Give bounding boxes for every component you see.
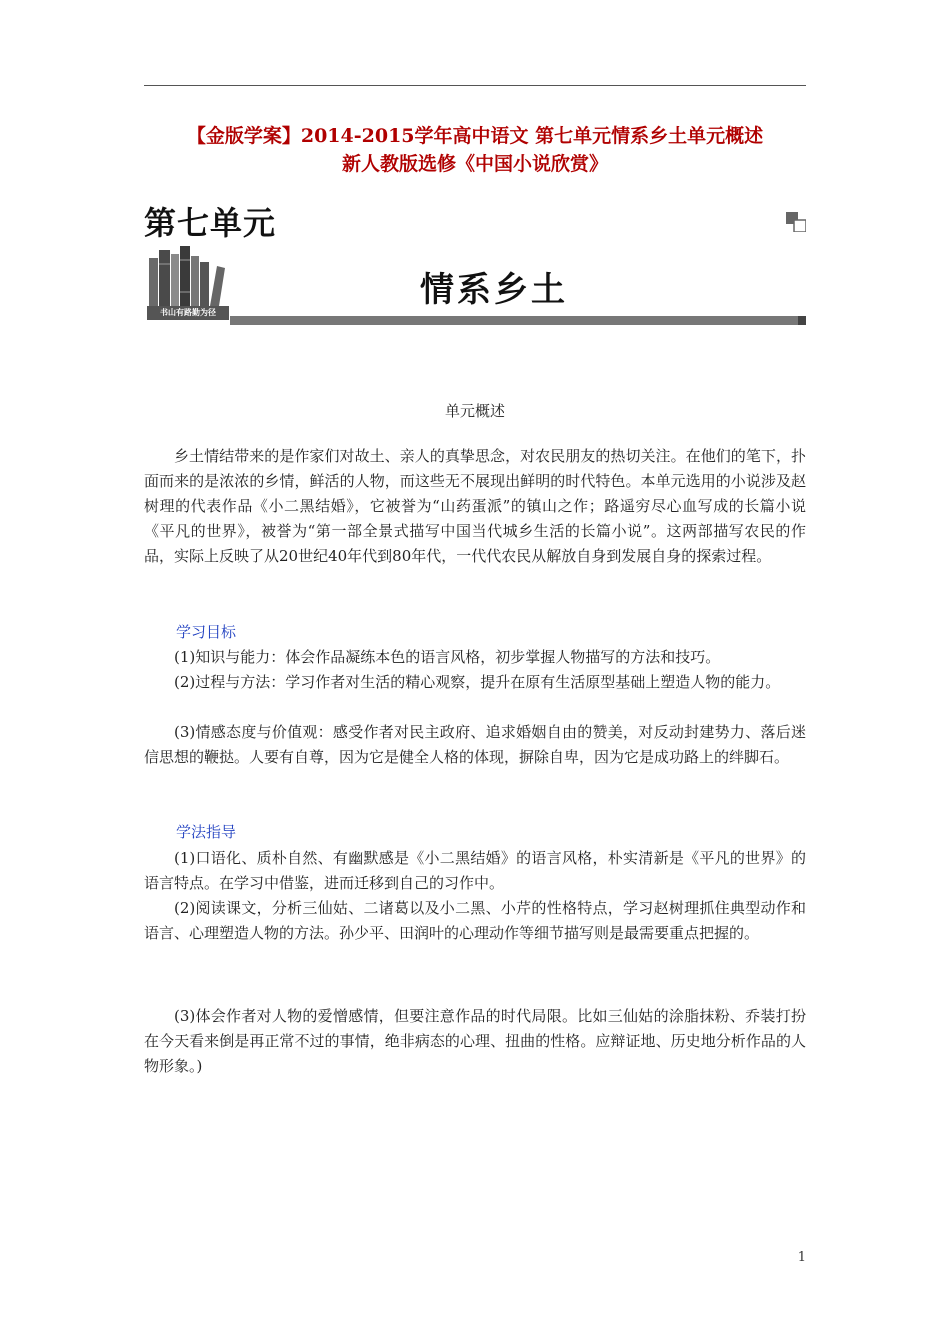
document-title-line-2: 新人教版选修《中国小说欣赏》 (341, 153, 608, 175)
goal-item: (1)知识与能力：体会作品凝练本色的语言风格，初步掌握人物描写的方法和技巧。 (174, 648, 721, 666)
overview-body (144, 444, 806, 569)
document-title (144, 122, 806, 178)
method-item: (3)体会作者对人物的爱憎感情，但要注意作品的时代局限。比如三仙姑的涂脂抹粉、乔装打扮在今天看来倒是再正常不过的事情，绝非病态的心理、扭曲的性格。应辩证地、历史地分析作品的人物形象。) (144, 1007, 806, 1075)
method-item: (1)口语化、质朴自然、有幽默感是《小二黑结婚》的语言风格，朴实清新是《平凡的世界》的语言特点。在学习中借鉴，进而迁移到自己的习作中。 (144, 849, 806, 892)
motto-label: 书山有路勤为径 (147, 306, 229, 320)
methods-heading: 学法指导 (176, 823, 237, 841)
unit-name: 情系乡土 (420, 270, 568, 310)
document-title-line-1: 【金版学案】2014-2015学年高中语文 第七单元情系乡土单元概述 (186, 125, 764, 147)
goal-item: (3)情感态度与价值观：感受作者对民主政府、追求婚姻自由的赞美，对反动封建势力、落后迷信思想的鞭挞。人要有自尊，因为它是健全人格的体现，摒除自卑，因为它是成功路上的绊脚石。 (144, 723, 806, 766)
page-number: 1 (797, 1250, 806, 1265)
banner-bar (230, 316, 806, 325)
method-item: (2)阅读课文，分析三仙姑、二诸葛以及小二黑、小芹的性格特点，学习赵树理抓住典型动作和语言、心理塑造人物的方法。孙少平、田润叶的心理动作等细节描写则是最需要重点把握的。 (144, 899, 806, 942)
goals-heading: 学习目标 (176, 623, 237, 641)
top-rule (144, 85, 806, 86)
unit-number: 第七单元 (144, 204, 277, 242)
corner-square-icon (786, 212, 806, 232)
overview-paragraph: 乡土情结带来的是作家们对故土、亲人的真挚思念，对农民朋友的热切关注。在他们的笔下，扑面而来的是浓浓的乡情，鲜活的人物，而这些无不展现出鲜明的时代特色。本单元选用的小说涉及赵树理的代表作品《小二黑结婚》，它被誉为“山药蛋派”的镇山之作；路遥穷尽心血写成的长篇小说《平凡的世界》，被誉为“第一部全景式描写中国当代城乡生活的长篇小说”。这两部描写农民的作品，实际上反映了从20世纪40年代到80年代，一代代农民从解放自身到发展自身的探索过程。 (144, 447, 806, 565)
books-icon (147, 244, 227, 306)
overview-title: 单元概述 (444, 402, 505, 420)
banner-bar-end (798, 316, 806, 325)
goal-item: (2)过程与方法：学习作者对生活的精心观察，提升在原有生活原型基础上塑造人物的能力。 (174, 673, 781, 691)
